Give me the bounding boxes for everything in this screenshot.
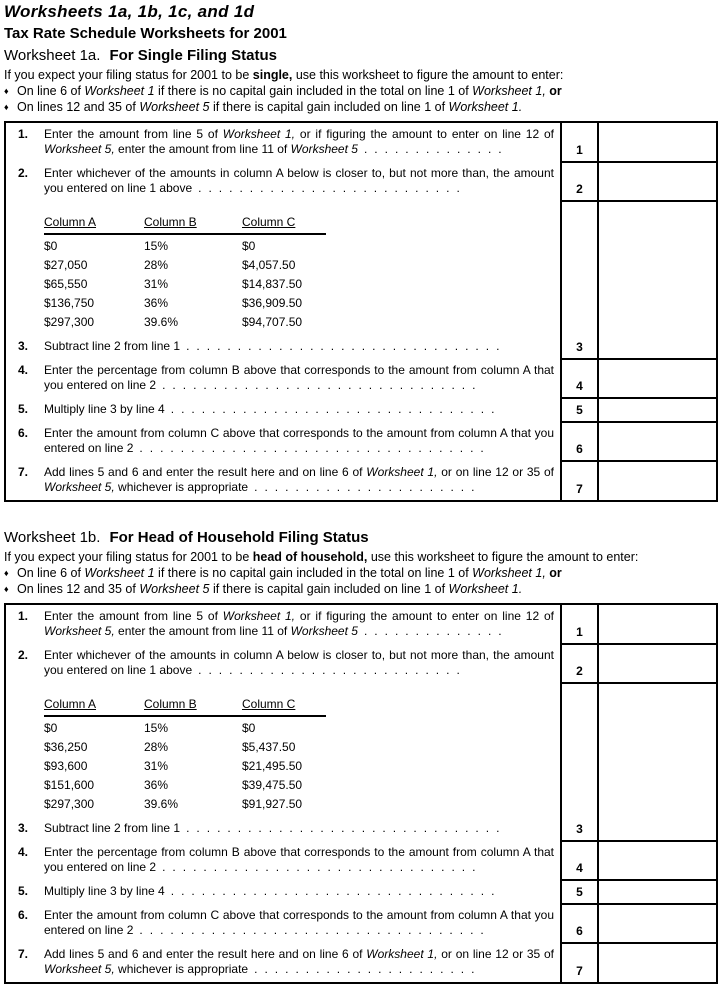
rate-table-cell: $136,750 xyxy=(44,296,95,310)
line-number-cell: 5 xyxy=(561,880,598,904)
line-number-label: 2. xyxy=(18,166,29,180)
text-segment: head of household, xyxy=(252,550,368,564)
line-number-cell: 3 xyxy=(561,201,598,359)
text-segment: Enter whichever of the amounts in column A below is closer to, but not more than, the amount you entered on line 1 above xyxy=(44,648,554,677)
text-segment: Enter the amount from line 5 of xyxy=(44,127,223,141)
dot-leader: ............................... xyxy=(162,860,483,874)
rate-table-cell: 31% xyxy=(144,277,169,291)
text-segment: Multiply line 3 by line 4 xyxy=(44,884,165,898)
rate-table-cell: $0 xyxy=(242,721,256,735)
line-description-cell xyxy=(5,162,561,201)
line-number-cell: 2 xyxy=(561,162,598,201)
bullet-text xyxy=(17,100,522,115)
line-number-cell: 7 xyxy=(561,461,598,501)
text-segment: Subtract line 2 from line 1 xyxy=(44,821,181,835)
line-description-cell xyxy=(5,904,561,943)
text-segment: if there is capital gain included on line 1 of xyxy=(209,582,449,596)
dot-leader: ...................... xyxy=(254,962,482,976)
rate-table-header: Column B xyxy=(144,215,242,234)
rate-table-row xyxy=(44,793,326,812)
line-item xyxy=(18,363,554,393)
worksheet-line-row xyxy=(5,943,717,983)
line-number-label: 6. xyxy=(18,426,29,440)
worksheet-line-row xyxy=(5,359,717,398)
rate-table-cell: $36,909.50 xyxy=(242,296,303,310)
line-text xyxy=(44,821,554,836)
worksheet-heading xyxy=(4,47,718,65)
bullet-item xyxy=(4,84,718,99)
worksheet-section xyxy=(4,529,718,984)
worksheet-label: Worksheet 1b. xyxy=(4,529,101,546)
text-segment: Worksheet 1 xyxy=(84,566,155,580)
bullet-item xyxy=(4,100,718,115)
text-segment: Worksheet 1, xyxy=(472,84,546,98)
dot-leader: .............. xyxy=(363,624,509,638)
text-segment: Worksheet 1, xyxy=(222,127,296,141)
line-number-label: 7. xyxy=(18,465,29,479)
text-segment: If you expect your filing status for 2001 to be xyxy=(4,68,253,82)
text-segment: or xyxy=(549,566,562,580)
line-text xyxy=(44,648,554,678)
worksheet-heading xyxy=(4,529,718,547)
rate-table xyxy=(44,697,326,812)
worksheet-line-row xyxy=(5,644,717,683)
text-segment: if there is no capital gain included in the total on line 1 of xyxy=(154,566,473,580)
text-segment: Worksheet 5, xyxy=(44,962,115,976)
line-item xyxy=(18,947,554,977)
rate-table-cell: $91,927.50 xyxy=(242,797,303,811)
bullet-item xyxy=(4,582,718,597)
rate-table-cell: $5,437.50 xyxy=(242,740,296,754)
line-description-cell xyxy=(5,644,561,683)
line-item xyxy=(18,884,554,899)
rate-table-cell: $0 xyxy=(44,721,58,735)
worksheets-container xyxy=(4,47,718,984)
entry-cell xyxy=(598,461,717,501)
rate-table-cell: $0 xyxy=(44,239,58,253)
worksheet-line-row xyxy=(5,162,717,201)
line-text xyxy=(44,609,554,639)
rate-table-row xyxy=(44,254,326,273)
rate-table-cell: $297,300 xyxy=(44,315,95,329)
text-segment: Worksheet 1. xyxy=(448,582,523,596)
worksheet-line-row xyxy=(5,422,717,461)
text-segment: Worksheet 1, xyxy=(366,465,438,479)
entry-cell xyxy=(598,398,717,422)
line-number-cell: 4 xyxy=(561,841,598,880)
line-item xyxy=(18,648,554,678)
line-item xyxy=(18,609,554,639)
worksheet-line-row xyxy=(5,904,717,943)
rate-table-row xyxy=(44,311,326,330)
dot-leader: .................................. xyxy=(139,441,491,455)
text-segment: enter the amount from line 11 of xyxy=(114,624,291,638)
line-number-label: 1. xyxy=(18,609,29,623)
line-number-label: 4. xyxy=(18,363,29,377)
line-number-label: 5. xyxy=(18,884,29,898)
text-segment: or on line 12 or 35 of xyxy=(437,465,554,479)
line-text xyxy=(44,402,554,417)
text-segment: if there is capital gain included on line 1 of xyxy=(209,100,449,114)
rate-table-header: Column C xyxy=(242,215,326,234)
worksheet-line-row xyxy=(5,398,717,422)
line-description-cell xyxy=(5,604,561,644)
line-description-cell xyxy=(5,461,561,501)
line-number-cell: 3 xyxy=(561,683,598,841)
line-text xyxy=(44,465,554,495)
rate-table-cell: $27,050 xyxy=(44,258,88,272)
line-text xyxy=(44,845,554,875)
entry-cell xyxy=(598,422,717,461)
rate-table-cell: 28% xyxy=(144,740,169,754)
text-segment: Enter the percentage from column B above that corresponds to the amount from column A that you entered on line 2 xyxy=(44,845,554,874)
line-description-cell xyxy=(5,841,561,880)
line-number-cell: 6 xyxy=(561,904,598,943)
entry-cell xyxy=(598,644,717,683)
text-segment: On line 6 of xyxy=(17,566,85,580)
entry-cell xyxy=(598,359,717,398)
rate-table-cell: $151,600 xyxy=(44,778,95,792)
text-segment: enter the amount from line 11 of xyxy=(114,142,291,156)
rate-table-cell: 31% xyxy=(144,759,169,773)
line-text xyxy=(44,426,554,456)
line-description-cell xyxy=(5,359,561,398)
text-segment: Worksheet 5 xyxy=(290,142,358,156)
text-segment: Worksheet 5, xyxy=(44,624,115,638)
line-number-cell: 1 xyxy=(561,122,598,162)
page-title: Worksheets 1a, 1b, 1c, and 1d xyxy=(4,2,255,21)
rate-table-cell: $39,475.50 xyxy=(242,778,303,792)
page-subtitle: Tax Rate Schedule Worksheets for 2001 xyxy=(4,25,287,42)
text-segment: or xyxy=(549,84,562,98)
text-segment: Worksheet 5, xyxy=(44,142,115,156)
bullet-text xyxy=(17,582,522,597)
dot-leader: ................................ xyxy=(170,402,502,416)
line-item xyxy=(18,426,554,456)
worksheet-box xyxy=(4,603,718,984)
dot-leader: .......................... xyxy=(198,181,467,195)
rate-table-row xyxy=(44,273,326,292)
line-item xyxy=(18,127,554,157)
text-segment: Multiply line 3 by line 4 xyxy=(44,402,165,416)
worksheet-label: Worksheet 1a. xyxy=(4,47,101,64)
line-description-cell xyxy=(5,880,561,904)
diamond-bullet-icon: ♦ xyxy=(4,568,9,578)
entry-cell xyxy=(598,604,717,644)
line-description-cell xyxy=(5,422,561,461)
text-segment: Worksheet 1. xyxy=(448,100,523,114)
rate-table-cell: $21,495.50 xyxy=(242,759,303,773)
line-number-label: 6. xyxy=(18,908,29,922)
worksheet-line-row xyxy=(5,201,717,359)
bullet-text xyxy=(17,566,562,581)
text-segment: Enter the amount from column C above that corresponds to the amount from column A that you entered on line 2 xyxy=(44,908,554,937)
entry-cell xyxy=(598,943,717,983)
dot-leader: ...................... xyxy=(254,480,482,494)
rate-table-cell: 36% xyxy=(144,296,169,310)
dot-leader: ............................... xyxy=(162,378,483,392)
dot-leader: .................................. xyxy=(139,923,491,937)
line-number-label: 3. xyxy=(18,339,29,353)
rate-table-cell: $65,550 xyxy=(44,277,88,291)
text-segment: If you expect your filing status for 2001 to be xyxy=(4,550,253,564)
worksheet-line-row xyxy=(5,122,717,162)
text-segment: or on line 12 or 35 of xyxy=(437,947,554,961)
line-text xyxy=(44,339,554,354)
dot-leader: .............. xyxy=(363,142,509,156)
text-segment: Worksheet 1, xyxy=(366,947,438,961)
line-number-cell: 4 xyxy=(561,359,598,398)
rate-table-row xyxy=(44,716,326,736)
rate-table-cell: $36,250 xyxy=(44,740,88,754)
entry-cell xyxy=(598,683,717,841)
dot-leader: ............................... xyxy=(186,339,507,353)
entry-cell xyxy=(598,880,717,904)
worksheet-section xyxy=(4,47,718,502)
diamond-bullet-icon: ♦ xyxy=(4,102,9,112)
rate-table-row xyxy=(44,234,326,254)
line-text xyxy=(44,947,554,977)
bullet-text xyxy=(17,84,562,99)
worksheet-box xyxy=(4,121,718,502)
text-segment: whichever is appropriate xyxy=(114,962,249,976)
line-item xyxy=(18,465,554,495)
line-text xyxy=(44,908,554,938)
line-number-cell: 5 xyxy=(561,398,598,422)
diamond-bullet-icon: ♦ xyxy=(4,86,9,96)
text-segment: Subtract line 2 from line 1 xyxy=(44,339,181,353)
text-segment: Worksheet 5 xyxy=(139,582,210,596)
entry-cell xyxy=(598,201,717,359)
text-segment: Add lines 5 and 6 and enter the result here and on line 6 of xyxy=(44,947,367,961)
line-number-label: 7. xyxy=(18,947,29,961)
line-number-label: 2. xyxy=(18,648,29,662)
text-segment: Worksheet 5 xyxy=(139,100,210,114)
text-segment: use this worksheet to figure the amount to enter: xyxy=(367,550,639,564)
line-item xyxy=(18,845,554,875)
worksheet-line-row xyxy=(5,683,717,841)
text-segment: Enter whichever of the amounts in column A below is closer to, but not more than, the amount you entered on line 1 above xyxy=(44,166,554,195)
entry-cell xyxy=(598,122,717,162)
diamond-bullet-icon: ♦ xyxy=(4,584,9,594)
worksheet-intro xyxy=(4,68,718,83)
rate-table-row xyxy=(44,736,326,755)
rate-table-row xyxy=(44,292,326,311)
worksheet-intro xyxy=(4,550,718,565)
line-item xyxy=(18,908,554,938)
line-number-cell: 7 xyxy=(561,943,598,983)
bullet-item xyxy=(4,566,718,581)
text-segment: or if figuring the amount to enter on line 12 of xyxy=(295,609,554,623)
rate-table-cell: $4,057.50 xyxy=(242,258,296,272)
text-segment: Enter the amount from column C above that corresponds to the amount from column A that you entered on line 2 xyxy=(44,426,554,455)
rate-table-cell: $297,300 xyxy=(44,797,95,811)
worksheet-line-row xyxy=(5,461,717,501)
text-segment: single, xyxy=(252,68,293,82)
rate-table-cell: 39.6% xyxy=(144,315,179,329)
entry-cell xyxy=(598,162,717,201)
rate-table-cell: $93,600 xyxy=(44,759,88,773)
entry-cell xyxy=(598,841,717,880)
line-text xyxy=(44,884,554,899)
rate-table-cell: $0 xyxy=(242,239,256,253)
entry-cell xyxy=(598,904,717,943)
worksheet-line-row xyxy=(5,880,717,904)
dot-leader: ............................... xyxy=(186,821,507,835)
rate-table-row xyxy=(44,774,326,793)
text-segment: use this worksheet to figure the amount to enter: xyxy=(292,68,564,82)
bullet-list xyxy=(4,566,718,597)
text-segment: Add lines 5 and 6 and enter the result here and on line 6 of xyxy=(44,465,367,479)
line-number-label: 1. xyxy=(18,127,29,141)
rate-table-header-row xyxy=(44,215,326,234)
text-segment: On lines 12 and 35 of xyxy=(17,582,140,596)
rate-table-cell: 15% xyxy=(144,721,169,735)
rate-table-cell: 36% xyxy=(144,778,169,792)
line-number-cell: 1 xyxy=(561,604,598,644)
text-segment: On line 6 of xyxy=(17,84,85,98)
text-segment: Enter the amount from line 5 of xyxy=(44,609,223,623)
line-number-cell: 2 xyxy=(561,644,598,683)
text-segment: Worksheet 5, xyxy=(44,480,115,494)
text-segment: Worksheet 1 xyxy=(84,84,155,98)
line-description-cell xyxy=(5,122,561,162)
worksheet-title: For Single Filing Status xyxy=(109,47,277,64)
dot-leader: .......................... xyxy=(198,663,467,677)
line-text xyxy=(44,127,554,157)
line-text xyxy=(44,166,554,196)
line-number-label: 5. xyxy=(18,402,29,416)
text-segment: Worksheet 1, xyxy=(472,566,546,580)
rate-table-cell: 39.6% xyxy=(144,797,179,811)
line-item xyxy=(18,821,554,836)
dot-leader: ................................ xyxy=(170,884,502,898)
rate-table-header: Column B xyxy=(144,697,242,716)
text-segment: or if figuring the amount to enter on line 12 of xyxy=(295,127,554,141)
rate-table-cell: $14,837.50 xyxy=(242,277,303,291)
rate-table-header: Column A xyxy=(44,215,144,234)
line-description-cell xyxy=(5,683,561,841)
line-description-cell xyxy=(5,943,561,983)
bullet-list xyxy=(4,84,718,115)
text-segment: Enter the percentage from column B above that corresponds to the amount from column A that you entered on line 2 xyxy=(44,363,554,392)
line-number-label: 4. xyxy=(18,845,29,859)
line-item xyxy=(18,166,554,196)
rate-table-header: Column C xyxy=(242,697,326,716)
line-number-label: 3. xyxy=(18,821,29,835)
text-segment: Worksheet 5 xyxy=(290,624,358,638)
text-segment: Worksheet 1, xyxy=(222,609,296,623)
text-segment: whichever is appropriate xyxy=(114,480,249,494)
rate-table-cell: $94,707.50 xyxy=(242,315,303,329)
rate-table-header-row xyxy=(44,697,326,716)
rate-table-cell: 15% xyxy=(144,239,169,253)
text-segment: On lines 12 and 35 of xyxy=(17,100,140,114)
line-text xyxy=(44,363,554,393)
worksheet-line-row xyxy=(5,841,717,880)
text-segment: if there is no capital gain included in the total on line 1 of xyxy=(154,84,473,98)
worksheet-title: For Head of Household Filing Status xyxy=(109,529,369,546)
rate-table-row xyxy=(44,755,326,774)
line-description-cell xyxy=(5,201,561,359)
line-item xyxy=(18,339,554,354)
rate-table-header: Column A xyxy=(44,697,144,716)
line-number-cell: 6 xyxy=(561,422,598,461)
rate-table-cell: 28% xyxy=(144,258,169,272)
line-description-cell xyxy=(5,398,561,422)
rate-table xyxy=(44,215,326,330)
worksheet-line-row xyxy=(5,604,717,644)
line-item xyxy=(18,402,554,417)
